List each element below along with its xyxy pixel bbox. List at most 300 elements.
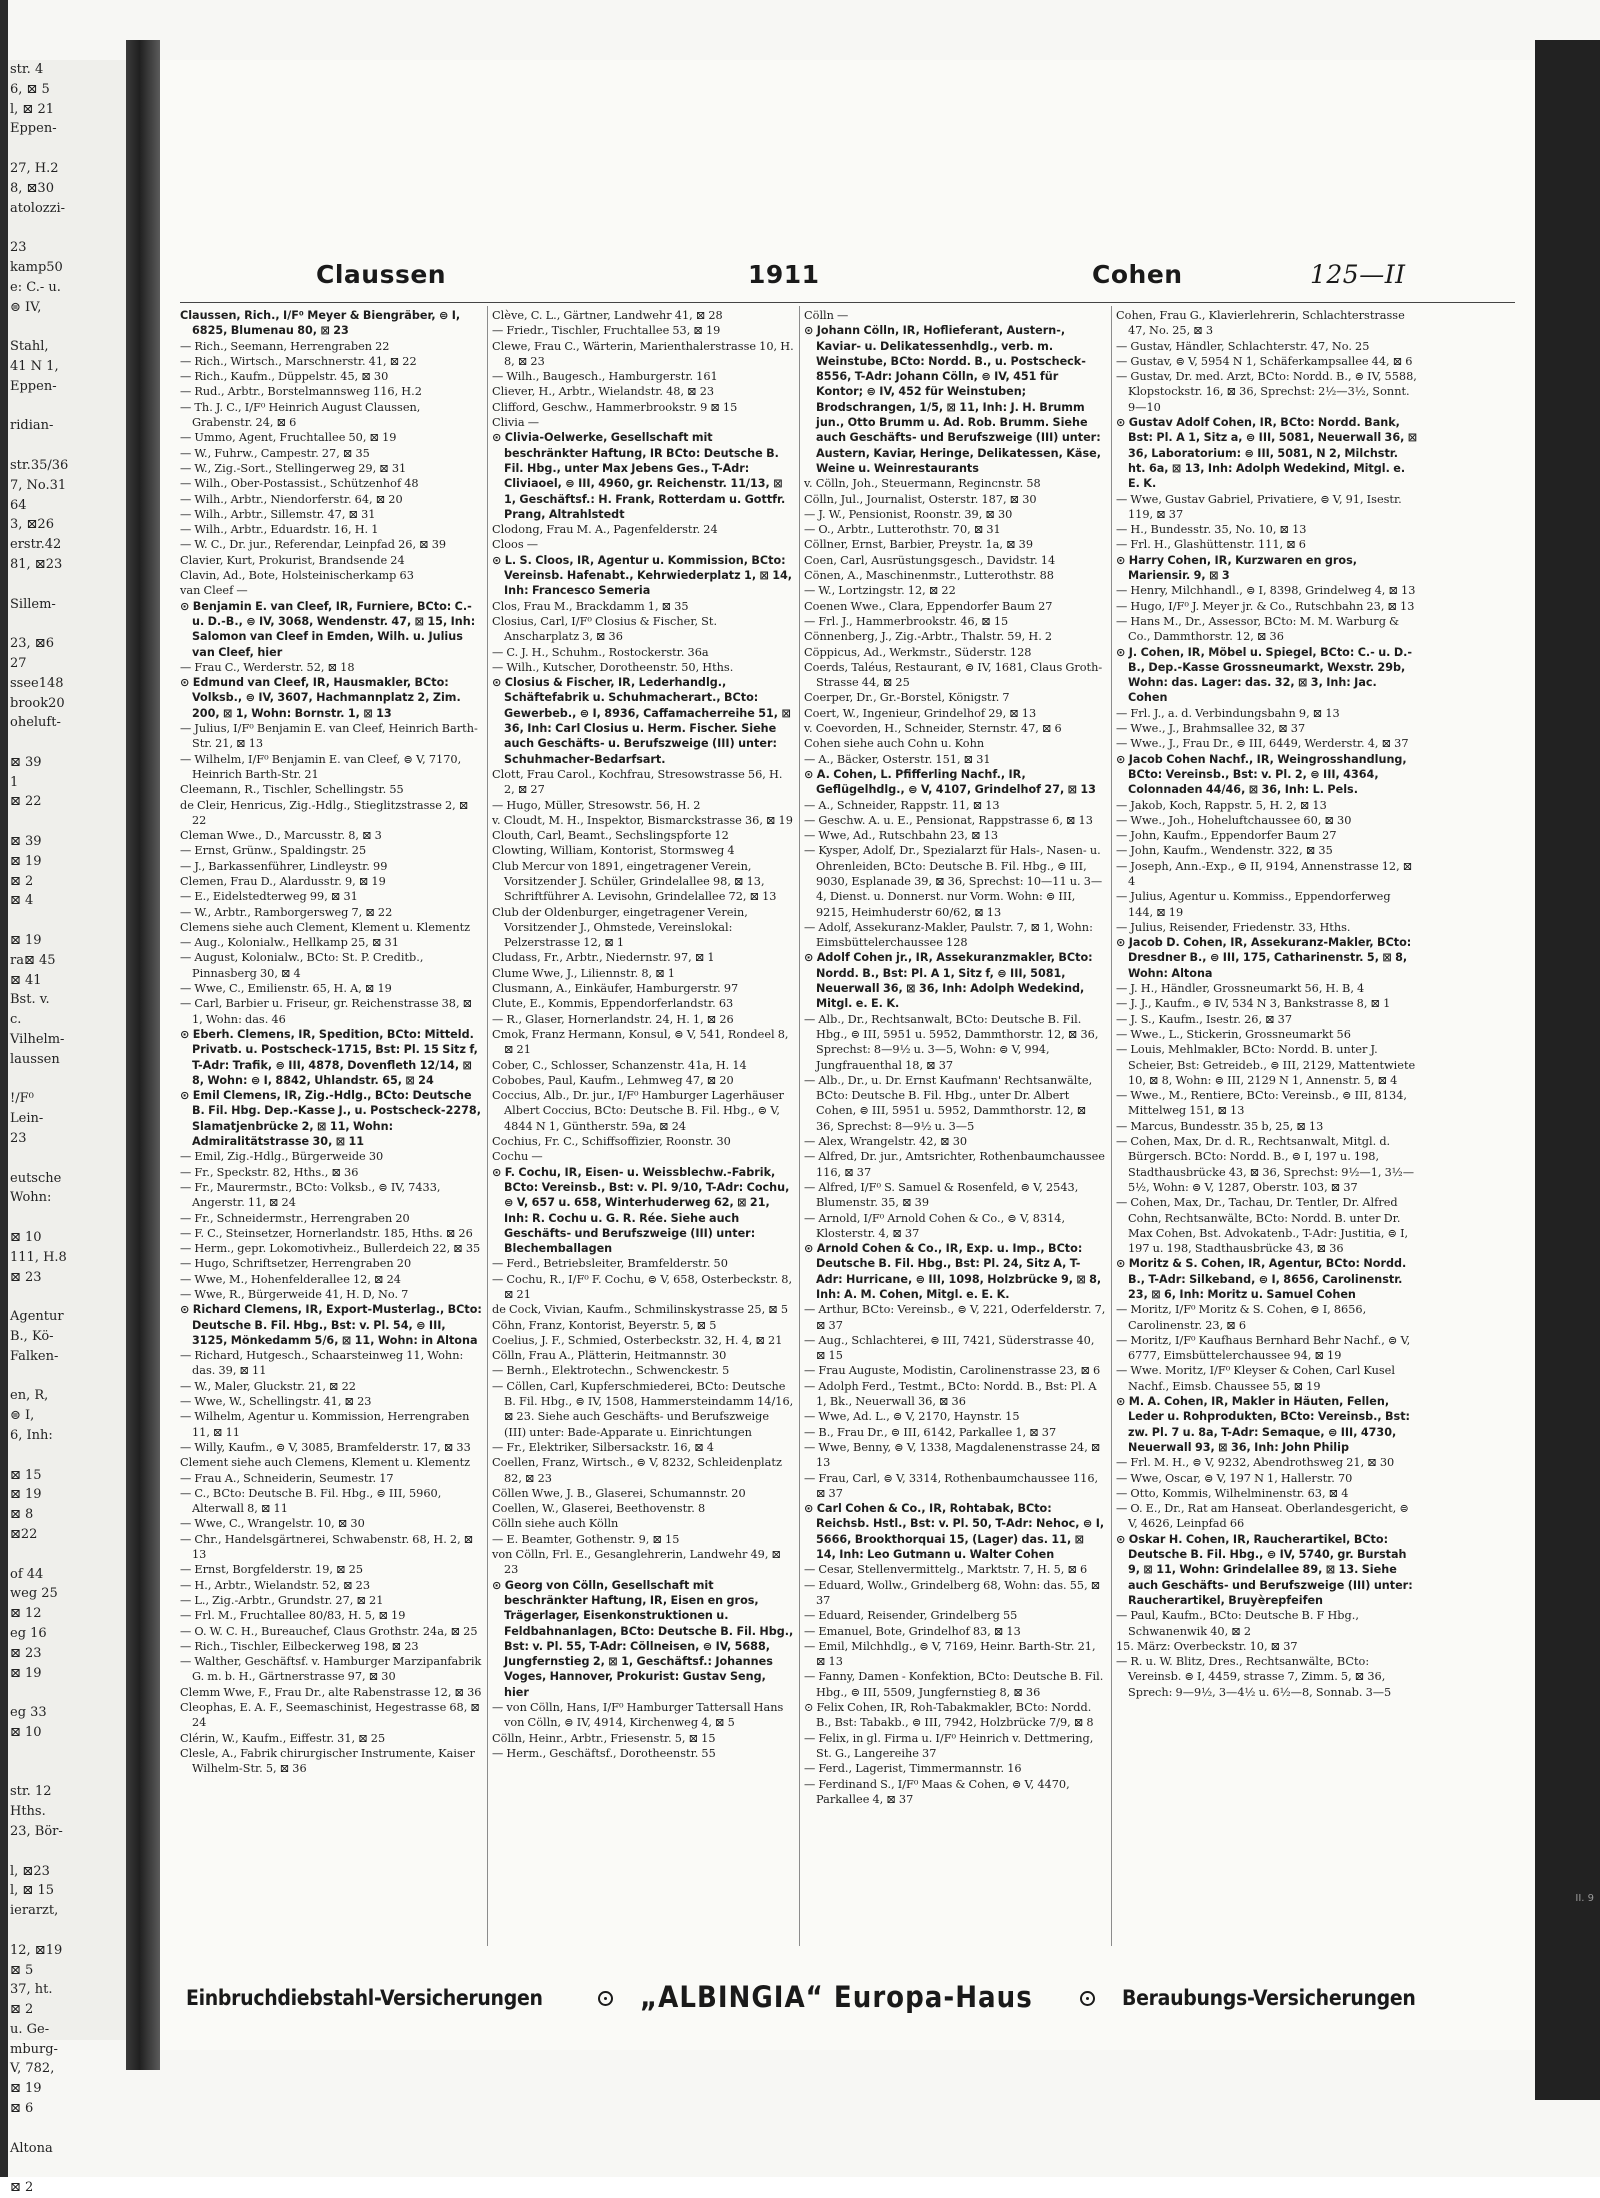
directory-entry: ⊙ Eberh. Clemens, IR, Spedition, BCto: Mitteld. Privatb. u. Postscheck-1715, Bst: Pl. 15 Sitz f, T-Adr: Trafik, ⊜ III, 4878, Dovenfleth 12/14, ⊠ 8, Wohn: ⊜ I, 8842, Uhlandstr. 65, ⊠ 24 [180,1027,478,1087]
directory-entry: — Cöllen, Carl, Kupferschmiederei, BCto: Deutsche B. Fil. Hbg., ⊜ IV, 1508, Hammersteindamm 14/16, ⊠ 23. Siehe auch Geschäfts- und Berufszweige (III) unter: Bade-Apparate u. Einrichtungen [492,1379,794,1439]
fragment-line: V, 782, [10,2061,55,2077]
fragment-line: str. 12 [10,1784,52,1800]
directory-entry: — Gustav, ⊜ V, 5954 N 1, Schäferkampsallee 44, ⊠ 6 [1116,354,1413,368]
directory-entry: — Fr., Schneidermstr., Herrengraben 20 [180,1211,410,1225]
directory-entry: — Alfred, I/F⁰ S. Samuel & Rosenfeld, ⊜ V, 2543, Blumenstr. 35, ⊠ 39 [804,1180,1079,1210]
directory-entry: Clott, Frau Carol., Kochfrau, Stresowstrasse 56, H. 2, ⊠ 27 [492,767,783,797]
directory-entry: — Cohen, Max, Dr., Tachau, Dr. Tentler, Dr. Alfred Cohn, Rechtsanwälte, BCto: Nordd. B. unter Dr. Max Cohen, Bst. Advokatenb., T-Adr: Justitia, ⊜ I, 197 u. 198, Stadthausbrücke 43, ⊠ 36 [1116,1196,1409,1256]
directory-entry: — Wwe, C., Emilienstr. 65, H. A, ⊠ 19 [180,982,392,996]
footer-ad-right: Beraubungs-Versicherungen [1122,1986,1416,2010]
directory-entry: — Fr., Elektriker, Silbersackstr. 16, ⊠ 4 [492,1440,714,1454]
directory-entry: ⊙ Clivia-Oelwerke, Gesellschaft mit beschränkter Haftung, IR BCto: Deutsche B. Fil. Hbg., unter Max Jebens Ges., T-Adr: Cliviaoel, ⊜ III, 4960, gr. Reichenstr. 11/13, ⊠ 1, Geschäftsf.: H. Frank, Rotterdam u. Gottfr. Prang, Altrahlstedt [492,431,786,521]
directory-entry: — John, Kaufm., Wendenstr. 322, ⊠ 35 [1116,844,1333,858]
directory-entry: Clos, Frau M., Brackdamm 1, ⊠ 35 [492,599,689,613]
directory-entry: — Wwe., J., Frau Dr., ⊜ III, 6449, Werderstr. 4, ⊠ 37 [1116,737,1409,751]
fragment-line [8,1287,126,1307]
directory-entry: — Frau C., Werderstr. 52, ⊠ 18 [180,660,355,674]
fragment-line: Falken- [10,1348,59,1364]
directory-entry: Coen, Carl, Ausrüstungsgesch., Davidstr. 14 [804,553,1056,567]
fragment-line: ra⊠ 45 [10,952,56,968]
directory-entry: — Alb., Dr., Rechtsanwalt, BCto: Deutsche B. Fil. Hbg., ⊜ III, 5951 u. 5952, Dammthorstr. 12, ⊠ 36, Sprechst: 8—9½ u. 3—5, Wohn: ⊜ V, 994, Jungfrauenthal 18, ⊠ 37 [804,1012,1099,1072]
fragment-line: Altona [10,2140,53,2156]
fragment-line [8,1763,126,1783]
fragment-line: 23, Bör- [10,1823,63,1839]
directory-entry: — Geschw. A. u. E., Pensionat, Rappstrasse 6, ⊠ 13 [804,813,1093,827]
fragment-line: eg 16 [10,1625,47,1641]
fragment-line: 3, ⊠26 [10,517,54,533]
directory-entry: — Wwe, M., Hohenfelderallee 12, ⊠ 24 [180,1272,401,1286]
directory-entry: — F. C., Steinsetzer, Hornerlandstr. 185, Hths. ⊠ 26 [180,1226,473,1240]
column-4 [1116,308,1418,1948]
fragment-line: 1 [10,774,19,790]
directory-entry: — Bernh., Elektrotechn., Schwenckestr. 5 [492,1364,730,1378]
directory-entry: — Willy, Kaufm., ⊜ V, 3085, Bramfelderstr. 17, ⊠ 33 [180,1440,471,1454]
directory-entry: Coenen Wwe., Clara, Eppendorfer Baum 27 [804,599,1053,613]
directory-entry: — W., Maler, Gluckstr. 21, ⊠ 22 [180,1379,356,1393]
directory-entry: Cönen, A., Maschinenmstr., Lutterothstr. 88 [804,569,1054,583]
fragment-line: u. Ge- [10,2021,50,2037]
directory-entry: Cohen siehe auch Cohn u. Kohn [804,737,985,751]
column-2 [492,308,794,1948]
directory-entry: ⊙ A. Cohen, L. Pfifferling Nachf., IR, Geflügelhdlg., ⊜ V, 4107, Grindelhof 27, ⊠ 13 [804,767,1096,797]
directory-entry: — Hans M., Dr., Assessor, BCto: M. M. Warburg & Co., Dammthorstr. 12, ⊠ 36 [1116,614,1400,644]
fragment-line [8,733,126,753]
fragment-line [8,397,126,417]
fragment-line [8,2158,126,2178]
directory-entry: — Cochu, R., I/F⁰ F. Cochu, ⊜ V, 658, Osterbeckstr. 8, ⊠ 21 [492,1272,793,1301]
header-last-entry: Cohen [1092,260,1183,289]
directory-entry: — Frl. M. H., ⊜ V, 9232, Abendrothsweg 21, ⊠ 30 [1116,1456,1395,1470]
directory-entry: Closius, Carl, I/F⁰ Closius & Fischer, St. Anscharplatz 3, ⊠ 36 [492,614,718,644]
directory-entry: Cöhn, Franz, Kontorist, Beyerstr. 5, ⊠ 5 [492,1318,717,1332]
directory-entry: Cloos — [492,538,539,552]
directory-entry: — Wwe, W., Schellingstr. 41, ⊠ 23 [180,1395,372,1409]
fragment-line [8,1149,126,1169]
directory-entry: de Cock, Vivian, Kaufm., Schmilinskystrasse 25, ⊠ 5 [492,1303,789,1317]
fragment-line: ⊠ 19 [10,853,42,869]
fragment-line: Vilhelm- [10,1032,65,1048]
directory-entry: ⊙ Moritz & S. Cohen, IR, Agentur, BCto: Nordd. B., T-Adr: Silkeband, ⊜ I, 8656, Carolinenstr. 23, ⊠ 6, Inh: Moritz u. Samuel Cohen [1116,1257,1407,1301]
directory-entry: — Frl. J., a. d. Verbindungsbahn 9, ⊠ 13 [1116,706,1340,720]
running-header [160,260,1535,296]
fragment-line: 12, ⊠19 [10,1942,63,1958]
fragment-line: ridian- [10,418,54,434]
column-divider [799,306,800,1946]
column-divider [487,306,488,1946]
directory-entry: — Wilhelm, I/F⁰ Benjamin E. van Cleef, ⊜ V, 7170, Heinrich Barth-Str. 21 [180,752,462,781]
fragment-line [8,1743,126,1763]
fragment-line: Lein- [10,1111,44,1127]
fragment-line: of 44 [10,1566,44,1582]
directory-entry: — Kysper, Adolf, Dr., Spezialarzt für Hals-, Nasen- u. Ohrenleiden, BCto: Deutsche B. Fil. Hbg., ⊜ III, 9030, Esplanade 39, ⊠ 36, Sprechst: 10—11 u. 3—4, Dienst. u. Donnerst. nur Vorm. Wohn: ⊜ III, 9215, Heimhuderstr 60/62, ⊠ 13 [804,844,1103,919]
fragment-line: ⊠ 10 [10,1724,42,1740]
directory-entry: — Arnold, I/F⁰ Arnold Cohen & Co., ⊜ V, 8314, Klosterstr. 4, ⊠ 37 [804,1211,1066,1240]
directory-entry: — Wilh., Kutscher, Dorotheenstr. 50, Hths. [492,660,734,674]
directory-entry: — Wwe., Joh., Hoheluftchaussee 60, ⊠ 30 [1116,813,1352,827]
directory-entry: — Herm., gepr. Lokomotivheiz., Bullerdeich 22, ⊠ 35 [180,1242,481,1256]
fragment-line: Agentur [10,1309,64,1325]
directory-entry: Cönnenberg, J., Zig.-Arbtr., Thalstr. 59, H. 2 [804,630,1053,644]
directory-entry: ⊙ Arnold Cohen & Co., IR, Exp. u. Imp., BCto: Deutsche B. Fil. Hbg., Bst: Pl. 24, Sitz A, T-Adr: Hurricane, ⊜ III, 1098, Holzbrücke 9, ⊠ 8, Inh: A. M. Cohen, Mitgl. e. E. K. [804,1242,1102,1301]
fragment-line: ssee148 [10,675,64,691]
directory-entry: — Jakob, Koch, Rappstr. 5, H. 2, ⊠ 13 [1116,798,1327,812]
directory-entry: — Frl. J., Hammerbrookstr. 46, ⊠ 15 [804,614,1009,628]
directory-entry: v. Cölln, Joh., Steuermann, Regincnstr. 58 [804,477,1041,491]
directory-entry: Cohen, Frau G., Klavierlehrerin, Schlachterstrasse 47, No. 25, ⊠ 3 [1116,309,1405,338]
directory-entry: Cleophas, E. A. F., Seemaschinist, Hegestrasse 68, ⊠ 24 [180,1701,480,1730]
fragment-line: ⊠ 6 [10,2101,34,2117]
fragment-line: ⊜ IV, [10,299,42,315]
directory-entry: Coert, W., Ingenieur, Grindelhof 29, ⊠ 13 [804,706,1037,720]
fragment-line: ⊜ I, [10,1408,35,1424]
directory-entry: — Ferd., Betriebsleiter, Bramfelderstr. 50 [492,1257,728,1271]
fragment-line: Bst. v. [10,992,50,1008]
fragment-line: eutsche [10,1170,62,1186]
directory-entry: Cludass, Fr., Arbtr., Niedernstr. 97, ⊠ 1 [492,951,715,965]
directory-entry: — Emil, Zig.-Hdlg., Bürgerweide 30 [180,1150,384,1164]
fragment-line: 8, ⊠30 [10,180,54,196]
directory-entry: — Adolf, Assekuranz-Makler, Paulstr. 7, ⊠ 1, Wohn: Eimsbüttelerchaussee 128 [804,920,1093,950]
directory-entry: — Wwe, Ad. L., ⊜ V, 2170, Haynstr. 15 [804,1410,1020,1424]
directory-entry: Clesle, A., Fabrik chirurgischer Instrumente, Kaiser Wilhelm-Str. 5, ⊠ 36 [180,1746,475,1776]
directory-entry: — A., Bäcker, Osterstr. 151, ⊠ 31 [804,752,991,766]
directory-entry: Clifford, Geschw., Hammerbrookstr. 9 ⊠ 15 [492,400,738,414]
fragment-line [8,1070,126,1090]
directory-entry: — J., Barkassenführer, Lindleystr. 99 [180,859,388,873]
fragment-line: 7, No.31 [10,477,67,493]
footer-ad-left: Einbruchdiebstahl-Versicherungen [186,1986,543,2010]
directory-entry: ⊙ Carl Cohen & Co., IR, Rohtabak, BCto: Reichsb. Hstl., Bst: v. Pl. 50, T-Adr: Nehoc, ⊜ I, 5666, Brookthorquai 15, (Lager) das. 11, ⊠ 14, Inh: Leo Gutmann u. Walter Cohen [804,1502,1105,1562]
directory-entry: — Rich., Tischler, Eilbeckerweg 198, ⊠ 23 [180,1639,419,1653]
directory-entry: — Aug., Schlachterei, ⊜ III, 7421, Süderstrasse 40, ⊠ 15 [804,1333,1095,1363]
directory-entry: — Hugo, Schriftsetzer, Herrengraben 20 [180,1257,412,1271]
fragment-line [8,218,126,238]
directory-entry: Coccius, Alb., Dr. jur., I/F⁰ Hamburger Lagerhäuser Albert Coccius, BCto: Deutsche B. Fil. Hbg., ⊜ V, 4844 N 1, Güntherstr. 59a, ⊠ 24 [492,1089,784,1133]
fragment-line: ⊠ 19 [10,1665,42,1681]
fragment-line: Wohn: [10,1190,52,1206]
directory-entry: — Wwe, R., Bürgerweide 41, H. D, No. 7 [180,1288,409,1301]
fragment-line: 6, Inh: [10,1427,53,1443]
directory-entry: — L., Zig.-Arbtr., Grundstr. 27, ⊠ 21 [180,1593,384,1607]
fragment-line: ⊠ 2 [10,2002,34,2018]
directory-entry: — E., Eidelstedterweg 99, ⊠ 31 [180,890,358,904]
fragment-line: 111, H.8 [10,1249,67,1265]
fragment-line: !/F⁰ [10,1091,34,1107]
directory-entry: — Ummo, Agent, Fruchtallee 50, ⊠ 19 [180,431,397,445]
directory-entry: Cölln, Jul., Journalist, Osterstr. 187, ⊠ 30 [804,492,1037,506]
directory-entry: — W., Lortzingstr. 12, ⊠ 22 [804,584,956,598]
column-1 [180,308,482,1948]
fragment-line: ⊠ 10 [10,1230,42,1246]
directory-entry: — W., Arbtr., Ramborgersweg 7, ⊠ 22 [180,905,393,919]
directory-entry: — Wwe, Oscar, ⊜ V, 197 N 1, Hallerstr. 70 [1116,1471,1353,1485]
directory-entry: ⊙ Emil Clemens, IR, Zig.-Hdlg., BCto: Deutsche B. Fil. Hbg. Dep.-Kasse J., u. Postscheck-2278, Slamatjenbrücke 2, ⊠ 11, Wohn: Admiralitätstrasse 30, ⊠ 11 [180,1089,481,1149]
fragment-line: e: C.- u. [10,279,61,295]
directory-entry: — Henry, Milchhandl., ⊜ I, 8398, Grindelweg 4, ⊠ 13 [1116,584,1416,598]
bullet-icon [598,1991,613,2006]
fragment-line [8,911,126,931]
footer-ad-center: „ALBINGIA“ Europa-Haus [640,1980,1033,2014]
directory-entry: Coellen, W., Glaserei, Beethovenstr. 8 [492,1502,706,1516]
directory-entry: Coellen, Franz, Wirtsch., ⊜ V, 8232, Schleidenplatz 82, ⊠ 23 [492,1456,782,1485]
directory-entry: van Cleef — [180,584,248,598]
directory-entry: — Wwe. Moritz, I/F⁰ Kleyser & Cohen, Carl Kusel Nachf., Eimsb. Chaussee 55, ⊠ 19 [1116,1364,1395,1393]
directory-entry: — Ernst, Grünw., Spaldingstr. 25 [180,844,367,858]
directory-entry: — Frau Auguste, Modistin, Carolinenstrasse 23, ⊠ 6 [804,1364,1101,1378]
fragment-line: 37, ht. [10,1982,53,1998]
directory-entry: — R., Glaser, Hornerlandstr. 24, H. 1, ⊠ 26 [492,1012,734,1026]
fragment-line: ⊠ 39 [10,754,42,770]
directory-entry: — Rich., Wirtsch., Marschnerstr. 41, ⊠ 22 [180,354,417,368]
directory-entry: ⊙ Johann Cölln, IR, Hoflieferant, Austern-, Kaviar- u. Delikatessenhdlg., verb. m. Weinstube, BCto: Nordd. B., u. Postscheck- 8556, T-Adr: Johann Cölln, ⊜ IV, 451 für Kontor; ⊜ IV, 452 für Weinstuben; Brodschrangen, 1/5, ⊠ 11, Inh: J. H. Brumm jun., Otto Brumm u. Ad. Rob. Brumm. Siehe auch Geschäfts- und Berufszweige (III) unter: Austern, Kaviar, Heringe, Delikatessen, Käse, Weine u. Weinrestaurants [804,324,1101,475]
book-gutter [126,40,160,2070]
directory-entry: — Cohen, Max, Dr. d. R., Rechtsanwalt, Mitgl. d. Bürgersch. BCto: Nordd. B., ⊜ I, 197 u. 198, Stadthausbrücke 43, ⊠ 36, Sprechst: 9½—1, 3½—5½, Wohn: ⊜ V, 1287, Oberstr. 103, ⊠ 37 [1116,1135,1415,1194]
directory-entry: — W., Zig.-Sort., Stellingerweg 29, ⊠ 31 [180,461,407,475]
directory-entry: — Arthur, BCto: Vereinsb., ⊜ V, 221, Oderfelderstr. 7, ⊠ 37 [804,1303,1106,1332]
facing-page-fragment [8,60,129,2196]
directory-entry: — C., BCto: Deutsche B. Fil. Hbg., ⊜ III, 5960, Alterwall 8, ⊠ 11 [180,1486,442,1516]
directory-entry: — Wwe, Benny, ⊜ V, 1338, Magdalenenstrasse 24, ⊠ 13 [804,1440,1101,1470]
directory-entry: — Julius, Reisender, Friedenstr. 33, Hths. [1116,920,1351,934]
directory-entry: ⊙ L. S. Cloos, IR, Agentur u. Kommission, BCto: Vereinsb. Hafenabt., Kehrwiederplatz 1, ⊠ 14, Inh: Francesco Semeria [492,553,793,598]
directory-entry: — J. H., Händler, Grossneumarkt 56, H. B, 4 [1116,982,1365,996]
directory-entry: — Herm., Geschäftsf., Dorotheenstr. 55 [492,1746,716,1760]
directory-entry: — John, Kaufm., Eppendorfer Baum 27 [1116,829,1337,843]
directory-entry: — Julius, Agentur u. Kommiss., Eppendorferweg 144, ⊠ 19 [1116,890,1391,919]
directory-entry: Clavin, Ad., Bote, Holsteinischerkamp 63 [180,569,414,583]
directory-entry: — Friedr., Tischler, Fruchtallee 53, ⊠ 19 [492,324,721,338]
fragment-line: mburg- [10,2041,58,2057]
directory-entry: — Carl, Barbier u. Friseur, gr. Reichenstrasse 38, ⊠ 1, Wohn: das. 46 [180,997,473,1026]
directory-entry: Clement siehe auch Clemens, Klement u. Klementz [180,1456,471,1470]
directory-entry: — Th. J. C., I/F⁰ Heinrich August Claussen, Grabenstr. 24, ⊠ 6 [180,400,421,430]
fragment-line: l, ⊠ 21 [10,101,54,117]
fragment-line: ⊠ 2 [10,873,34,889]
directory-entry: Cliever, H., Arbtr., Wielandstr. 48, ⊠ 23 [492,385,715,399]
fragment-line [8,614,126,634]
directory-entry: — Chr., Handelsgärtnerei, Schwabenstr. 68, H. 2, ⊠ 13 [180,1532,474,1562]
directory-entry: — Wwe, Ad., Rutschbahn 23, ⊠ 13 [804,829,999,843]
directory-page [160,60,1535,2050]
fragment-line: ⊠ 39 [10,834,42,850]
fragment-line [8,436,126,456]
directory-entry: Cobobes, Paul, Kaufm., Lehmweg 47, ⊠ 20 [492,1073,734,1087]
fragment-line: ⊠22 [10,1526,38,1542]
directory-entry: Cölln, Frau A., Plätterin, Heitmannstr. 30 [492,1349,727,1363]
directory-entry: — Wilh., Arbtr., Eduardstr. 16, H. 1 [180,523,379,537]
fragment-line [8,139,126,159]
fragment-line: 23, ⊠6 [10,636,54,652]
directory-entry: — Moritz, I/F⁰ Moritz & S. Cohen, ⊜ I, 8656, Carolinenstr. 23, ⊠ 6 [1116,1303,1367,1332]
directory-entry: — Ferdinand S., I/F⁰ Maas & Cohen, ⊜ V, 4470, Parkallee 4, ⊠ 37 [804,1777,1070,1806]
directory-entry: — Eduard, Reisender, Grindelberg 55 [804,1609,1018,1623]
directory-entry: — O., Arbtr., Lutterothstr. 70, ⊠ 31 [804,523,1001,537]
directory-entry: Cöllen Wwe, J. B., Glaserei, Schumannstr. 20 [492,1486,746,1500]
fragment-line: Eppen- [10,121,57,137]
fragment-line: ⊠ 23 [10,1645,42,1661]
directory-entry: ⊙ M. A. Cohen, IR, Makler in Häuten, Fellen, Leder u. Rohprodukten, BCto: Vereinsb., Bst: zw. Pl. 7 u. 8a, T-Adr: Semaque, ⊜ III, 4730, Neuerwall 93, ⊠ 36, Inh: John Philip [1116,1395,1411,1454]
directory-entry: — Wilh., Arbtr., Sillemstr. 47, ⊠ 31 [180,507,376,521]
fragment-line: ⊠ 19 [10,933,42,949]
fragment-line: 23 [10,240,27,256]
directory-entry: — Felix, in gl. Firma u. I/F⁰ Heinrich v. Dettmering, St. G., Langereihe 37 [804,1731,1094,1760]
directory-entry: ⊙ Jacob D. Cohen, IR, Assekuranz-Makler, BCto: Dresdner B., ⊜ III, 175, Catharinenstr. 5, ⊠ 8, Wohn: Altona [1116,936,1412,980]
directory-entry: ⊙ Edmund van Cleef, IR, Hausmakler, BCto: Volksb., ⊜ IV, 3607, Hachmannplatz 2, Zim. 200, ⊠ 1, Wohn: Bornstr. 1, ⊠ 13 [180,676,461,720]
directory-entry: Clodong, Frau M. A., Pagenfelderstr. 24 [492,523,718,537]
fragment-line [8,812,126,832]
directory-entry: — Wilhelm, Agentur u. Kommission, Herrengraben 11, ⊠ 11 [180,1410,470,1439]
fragment-line: Sillem- [10,596,56,612]
fragment-line: erstr.42 [10,537,62,553]
fragment-line [8,1446,126,1466]
fragment-line: str. 4 [10,62,44,77]
fragment-line [8,1921,126,1941]
fragment-line: ⊠ 19 [10,1487,42,1503]
directory-entry: ⊙ Adolf Cohen jr., IR, Assekuranzmakler, BCto: Nordd. B., Bst: Pl. A 1, Sitz f, ⊜ III, 5081, Neuerwall 36, ⊠ 36, Inh: Adolph Wedekind, Mitgl. e. E. K. [804,951,1093,1011]
fragment-line: Stahl, [10,339,49,355]
header-first-entry: Claussen [316,260,447,289]
bullet-icon [1080,1991,1095,2006]
directory-entry: Cober, C., Schlosser, Schanzenstr. 41a, H. 14 [492,1058,747,1072]
fragment-line: en, R, [10,1388,49,1404]
column-divider [1111,306,1112,1946]
directory-entry: — H., Bundesstr. 35, No. 10, ⊠ 13 [1116,523,1307,537]
directory-entry: Cöppicus, Ad., Werkmstr., Süderstr. 128 [804,645,1032,659]
directory-entry: — Joseph, Ann.-Exp., ⊜ II, 9194, Annenstrasse 12, ⊠ 4 [1116,859,1413,888]
fragment-line: 27 [10,655,27,671]
directory-entry: — Fr., Maurermstr., BCto: Volksb., ⊜ IV, 7433, Angerstr. 11, ⊠ 24 [180,1180,441,1210]
fragment-line: atolozzi- [10,200,66,216]
page-number: 125—II [1310,260,1406,289]
directory-entry: — O. E., Dr., Rat am Hanseat. Oberlandesgericht, ⊜ V, 4626, Leinpfad 66 [1116,1502,1409,1531]
advertisement-footer [180,1982,1515,2022]
directory-entry: — Wwe., L., Stickerin, Grossneumarkt 56 [1116,1027,1351,1041]
directory-entry: — Gustav, Händler, Schlachterstr. 47, No. 25 [1116,339,1370,353]
directory-entry: Clewe, Frau C., Wärterin, Marienthalerstrasse 10, H. 8, ⊠ 23 [492,339,794,368]
directory-entry: Clivia — [492,416,539,430]
directory-entry: Coerper, Dr., Gr.-Borstel, Königstr. 7 [804,691,1010,705]
directory-entry: Clume Wwe, J., Liliennstr. 8, ⊠ 1 [492,966,675,980]
directory-entry: — Richard, Hutgesch., Schaarsteinweg 11, Wohn: das. 39, ⊠ 11 [180,1349,464,1378]
directory-entry: von Cölln, Frl. E., Gesanglehrerin, Landwehr 49, ⊠ 23 [492,1548,782,1577]
directory-entry: Clemens siehe auch Clement, Klement u. Klementz [180,920,471,934]
directory-entry: — Fr., Speckstr. 82, Hths., ⊠ 36 [180,1165,359,1179]
directory-entry: — Frau A., Schneiderin, Seumestr. 17 [180,1471,394,1485]
fragment-line [8,1208,126,1228]
directory-entry: — Alfred, Dr. jur., Amtsrichter, Rothenbaumchaussee 116, ⊠ 37 [804,1150,1105,1179]
fragment-line: laussen [10,1051,60,1067]
directory-entry: — J. W., Pensionist, Roonstr. 39, ⊠ 30 [804,507,1013,521]
directory-entry: ⊙ Benjamin E. van Cleef, IR, Furniere, BCto: C.- u. D.-B., ⊜ IV, 3068, Wendenstr. 47, ⊠ 15, Inh: Salomon van Cleef in Emden, Wilh. u. Julius van Cleef, hier [180,599,476,659]
directory-entry: Coelius, J. F., Schmied, Osterbeckstr. 32, H. 4, ⊠ 21 [492,1333,783,1347]
fragment-line: ⊠ 15 [10,1467,42,1483]
directory-entry: ⊙ Gustav Adolf Cohen, IR, BCto: Nordd. Bank, Bst: Pl. A 1, Sitz a, ⊜ III, 5081, Neuerwall 36, ⊠ 36, Laboratorium: ⊜ III, 5081, N 2, Milchstr. ht. 6a, ⊠ 13, Inh: Adolph Wedekind, Mitgl. e. E. K. [1116,416,1418,491]
directory-entry: — Marcus, Bundesstr. 35 b, 25, ⊠ 13 [1116,1119,1324,1133]
directory-entry: — August, Kolonialw., BCto: St. P. Creditb., Pinnasberg 30, ⊠ 4 [180,951,424,980]
directory-entry: Club der Oldenburger, eingetragener Verein, Vorsitzender J., Ohmstede, Vereinslokal: Pelzerstrasse 12, ⊠ 1 [492,905,748,950]
directory-entry: Cleemann, R., Tischler, Schellingstr. 55 [180,783,404,797]
fragment-line: ierarzt, [10,1903,59,1919]
directory-entry: — Hugo, Müller, Stresowstr. 56, H. 2 [492,798,701,812]
fragment-line: eg 33 [10,1705,47,1721]
directory-entry: ⊙ J. Cohen, IR, Möbel u. Spiegel, BCto: C.- u. D.-B., Dep.-Kasse Grossneumarkt, Wexstr. 29b, Wohn: das. Lager: das. 32, ⊠ 3, Inh: Jac. Cohen [1116,645,1413,705]
fragment-line [8,317,126,337]
directory-entry: — Louis, Mehlmakler, BCto: Nordd. B. unter J. Scheier, Bst: Getreideb., ⊜ III, 2129, Mattentwiete 10, ⊠ 8, Wohn: ⊜ III, 2129 N 1, Annenstr. 5, ⊠ 4 [1116,1043,1416,1087]
directory-entry: Claussen, Rich., I/F⁰ Meyer & Biengräber, ⊜ I, 6825, Blumenau 80, ⊠ 23 [180,309,461,338]
directory-entry: v. Coevorden, H., Schneider, Sternstr. 47, ⊠ 6 [804,722,1062,736]
directory-entry: Coerds, Taléus, Restaurant, ⊜ IV, 1681, Claus Groth-Strasse 44, ⊠ 25 [804,660,1103,690]
fragment-line: ⊠ 41 [10,972,42,988]
directory-entry: Club Mercur von 1891, eingetragener Verein, Vorsitzender J. Schüler, Grindelallee 98, ⊠ 13, Schriftführer A. Levisohn, Grindelallee 72, ⊠ 13 [492,859,777,904]
directory-entry: — A., Schneider, Rappstr. 11, ⊠ 13 [804,798,1000,812]
directory-entry: — Wilh., Baugesch., Hamburgerstr. 161 [492,370,718,384]
fragment-line: ⊠ 2 [10,2180,34,2196]
fragment-line: 81, ⊠23 [10,556,63,572]
directory-entry: Cölln, Heinr., Arbtr., Friesenstr. 5, ⊠ 15 [492,1731,716,1745]
directory-entry: — Gustav, Dr. med. Arzt, BCto: Nordd. B., ⊜ IV, 5588, Klopstockstr. 16, ⊠ 36, Sprechst: 2½—3½, Sonnt. 9—10 [1116,370,1417,414]
directory-entry: — Ferd., Lagerist, Timmermannstr. 16 [804,1762,1022,1776]
fragment-line: 64 [10,497,27,513]
directory-entry: ⊙ Felix Cohen, IR, Roh-Tabakmakler, BCto: Nordd. B., Bst: Tabakb., ⊜ III, 7942, Holzbrücke 7/9, ⊠ 8 [804,1701,1094,1730]
directory-entry: — Julius, I/F⁰ Benjamin E. van Cleef, Heinrich Barth-Str. 21, ⊠ 13 [180,722,478,751]
directory-entry: — E. Beamter, Gothenstr. 9, ⊠ 15 [492,1532,680,1546]
directory-entry: — Emil, Milchhdlg., ⊜ V, 7169, Heinr. Barth-Str. 21, ⊠ 13 [804,1639,1096,1669]
directory-entry: ⊙ Oskar H. Cohen, IR, Raucherartikel, BCto: Deutsche B. Fil. Hbg., ⊜ IV, 5740, gr. Burstah 9, ⊠ 11, Wohn: Grindelallee 89, ⊠ 13. Siehe auch Geschäfts- und Berufszweige (III) unter: Raucherartikel, Bruyèrepfeifen [1116,1532,1413,1607]
directory-entry: — R. u. W. Blitz, Dres., Rechtsanwälte, BCto: Vereinsb. ⊜ I, 4459, strasse 7, Zimm. 5, ⊠ 36, Sprech: 9—9½, 3—4½ u. 6½—8, Sonnab. 3—5 [1116,1655,1392,1699]
directory-entry: 15. März: Overbeckstr. 10, ⊠ 37 [1116,1639,1298,1653]
directory-entry: — Eduard, Wollw., Grindelberg 68, Wohn: das. 55, ⊠ 37 [804,1578,1101,1607]
directory-entry: — C. J. H., Schuhm., Rostockerstr. 36a [492,645,709,659]
directory-entry: — Emanuel, Bote, Grindelhof 83, ⊠ 13 [804,1624,1021,1638]
header-year: 1911 [748,260,820,289]
fragment-line: Hths. [10,1804,46,1820]
fragment-line: ⊠ 12 [10,1606,42,1622]
corner-note: II. 9 [1575,1893,1594,1904]
directory-entry: Cmok, Franz Hermann, Konsul, ⊜ V, 541, Rondeel 8, ⊠ 21 [492,1027,789,1057]
directory-entry: ⊙ Harry Cohen, IR, Kurzwaren en gros, Mariensir. 9, ⊠ 3 [1116,553,1357,583]
directory-entry: Cochius, Fr. C., Schiffsoffizier, Roonstr. 30 [492,1135,731,1149]
directory-entry: — Otto, Kommis, Wilhelminenstr. 63, ⊠ 4 [1116,1486,1349,1500]
directory-entry: — J. J., Kaufm., ⊜ IV, 534 N 3, Bankstrasse 8, ⊠ 1 [1116,997,1391,1011]
fragment-line: ⊠ 8 [10,1507,34,1523]
directory-entry: ⊙ Richard Clemens, IR, Export-Musterlag., BCto: Deutsche B. Fil. Hbg., Bst: v. Pl. 54, ⊜ III, 3125, Mönkedamm 5/6, ⊠ 11, Wohn: in Altona [180,1303,482,1347]
fragment-line: 41 N 1, [10,358,59,374]
directory-entry: Clusmann, A., Einkäufer, Hamburgerstr. 97 [492,982,739,996]
directory-entry: Cöllner, Ernst, Barbier, Preystr. 1a, ⊠ 39 [804,538,1034,552]
fragment-line: Eppen- [10,378,57,394]
directory-entry: — Ernst, Borgfelderstr. 19, ⊠ 25 [180,1563,364,1577]
directory-entry: — B., Frau Dr., ⊜ III, 6142, Parkallee 1, ⊠ 37 [804,1425,1057,1439]
scan-edge-left [0,0,8,2177]
directory-entry: ⊙ Georg von Cölln, Gesellschaft mit beschränkter Haftung, IR, Eisen en gros, Trägerlager, Eisenkonstruktionen u. Feldbahnanlagen, BCto: Deutsche B. Fil. Hbg., Bst: v. Pl. 55, T-Adr: Cöllneisen, ⊜ IV, 5688, Jungfernstieg 2, ⊠ 1, Geschäftsf.: Johannes Voges, Hannover, Prokurist: Gustav Seng, hier [492,1578,794,1699]
directory-entry: Clouth, Carl, Beamt., Sechslingspforte 12 [492,829,729,843]
directory-entry: — Rud., Arbtr., Borstelmannsweg 116, H.2 [180,385,422,399]
directory-entry: — Rich., Kaufm., Düppelstr. 45, ⊠ 30 [180,370,389,384]
directory-entry: — Wwe, C., Wrangelstr. 10, ⊠ 30 [180,1517,365,1531]
directory-entry: ⊙ Closius & Fischer, IR, Lederhandlg., Schäftefabrik u. Schuhmacherart., BCto: Gewerbeb., ⊜ I, 8936, Caffamacherreihe 51, ⊠ 36, Inh: Carl Closius u. Herm. Fischer. Siehe auch Geschäfts- u. Berufszweige (III) unter: Schuhmacher-Bedarfsart. [492,676,791,766]
fragment-line: c. [10,1012,22,1028]
directory-entry: Clute, E., Kommis, Eppendorferlandstr. 63 [492,997,734,1011]
directory-entry: — Rich., Seemann, Herrengraben 22 [180,339,390,353]
fragment-line [8,575,126,595]
fragment-line: l, ⊠ 15 [10,1883,54,1899]
fragment-line: B., Kö- [10,1329,54,1344]
directory-entry: — Wilh., Ober-Postassist., Schützenhof 48 [180,477,419,491]
fragment-line: oheluft- [10,715,61,731]
directory-entry: — O. W. C. H., Bureauchef, Claus Grothstr. 24a, ⊠ 25 [180,1624,478,1638]
directory-entry: — Wwe., M., Rentiere, BCto: Vereinsb., ⊜ III, 8134, Mittelweg 151, ⊠ 13 [1116,1089,1407,1118]
directory-entry: — Moritz, I/F⁰ Kaufhaus Bernhard Behr Nachf., ⊜ V, 6777, Eimsbüttelerchaussee 94, ⊠ 19 [1116,1333,1411,1363]
